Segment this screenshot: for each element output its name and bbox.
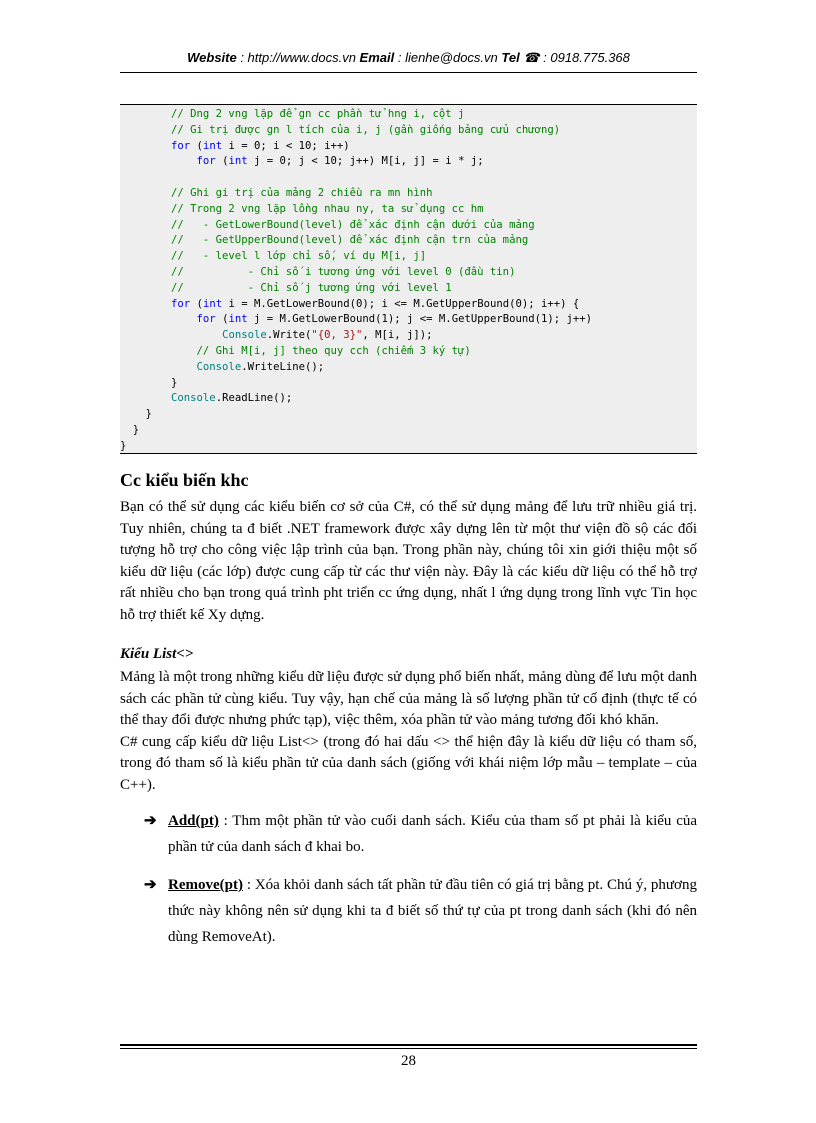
code-line xyxy=(120,107,697,123)
list-section-title: Kiểu List<> xyxy=(120,646,194,662)
list-paragraph-1: Mảng là một trong những kiểu dữ liệu được sử dụng phổ biến nhất, mảng dùng để lưu một danh sách các phần tử cùng kiểu. Tuy vậy, hạn chế của mảng là số lượng phần tử cố định (thực tế có thể thay đổi được nhưng phức tạp), việc thêm, xóa phần tử vào mảng tương đối khó khăn. xyxy=(120,669,697,728)
code-token: for xyxy=(196,313,216,326)
code-block xyxy=(120,104,697,454)
code-token: for xyxy=(171,297,191,310)
code-token xyxy=(120,392,171,404)
code-token: .ReadLine(); xyxy=(215,392,293,405)
bullet-remove xyxy=(120,872,697,950)
code-token: // Ghi M[i, j] theo quy cch (chiếm 3 ký tự) xyxy=(196,344,471,357)
code-token xyxy=(120,250,171,262)
code-line xyxy=(120,154,697,170)
code-token: // - Chỉ số i tương ứng với level 0 (đầu tin) xyxy=(171,265,516,278)
main-content xyxy=(120,470,697,950)
code-token: int xyxy=(202,297,223,310)
code-line xyxy=(120,218,697,234)
website-value: : http://www.docs.vn xyxy=(236,50,360,65)
code-token xyxy=(120,187,171,199)
code-line xyxy=(120,360,697,376)
code-token xyxy=(120,329,222,341)
code-token: // Trong 2 vng lặp lồng nhau ny, ta sử dụng cc hm xyxy=(171,202,484,215)
code-token xyxy=(120,155,197,167)
code-token xyxy=(120,234,171,246)
tel-label: Tel xyxy=(501,50,520,65)
code-token xyxy=(120,108,171,120)
code-line xyxy=(120,312,697,328)
code-token: for xyxy=(171,139,191,152)
code-token: Console xyxy=(222,329,267,342)
header-rule xyxy=(120,72,697,73)
code-token xyxy=(120,313,197,325)
code-token: ( xyxy=(190,139,203,152)
code-line xyxy=(120,407,697,423)
code-token xyxy=(120,361,197,373)
code-token: .WriteLine(); xyxy=(241,360,325,373)
code-token: // Dng 2 vng lặp để gn cc phần tử hng i, cột j xyxy=(171,108,465,120)
code-token xyxy=(120,124,171,136)
phone-icon: ☎ xyxy=(523,50,540,65)
list-paragraph-2: C# cung cấp kiểu dữ liệu List<> (trong đó hai dấu <> thể hiện đây là kiểu dữ liệu có tham số, trong đó tham số là kiểu phần tử của danh sách (giống với khái niệm lớp mẫu – template – của C++). xyxy=(120,733,697,793)
code-line xyxy=(120,186,697,202)
page-header xyxy=(120,50,697,66)
code-token: .Write( xyxy=(266,329,312,342)
code-token xyxy=(120,266,171,278)
code-line xyxy=(120,170,697,186)
code-token: // - Chỉ số j tương ứng với level 1 xyxy=(171,281,452,294)
code-token: } xyxy=(120,423,140,436)
arrow-right-icon: ➔ xyxy=(144,813,157,829)
code-token: // - level l lớp chỉ số, ví dụ M[i, j] xyxy=(171,250,427,263)
email-label: Email xyxy=(359,50,395,65)
code-line xyxy=(120,344,697,360)
code-line xyxy=(120,439,697,454)
code-line xyxy=(120,297,697,313)
code-token: for xyxy=(196,155,216,168)
code-line xyxy=(120,328,697,344)
code-token: } xyxy=(120,439,127,452)
code-token: // - GetLowerBound(level) để xác định cận dưới của mảng xyxy=(171,218,535,231)
code-token: } xyxy=(120,408,152,421)
page-number: 28 xyxy=(401,1053,416,1069)
code-token: , M[i, j]); xyxy=(362,329,433,342)
footer-rule-thin xyxy=(120,1048,697,1049)
code-token: ( xyxy=(215,313,229,326)
bullet-term-add: Add(pt) xyxy=(168,813,219,829)
code-token: Console xyxy=(196,360,242,373)
website-label: Website xyxy=(187,50,237,65)
bullet-text-add: : Thm một phần tử vào cuối danh sách. Kiểu của tham số pt phải là kiểu của phần tử của danh sách đ khai bo. xyxy=(168,813,698,855)
code-token: j = 0; j < 10; j++) M[i, j] = i * j; xyxy=(247,155,484,168)
code-token xyxy=(120,282,171,294)
code-line xyxy=(120,281,697,297)
code-line xyxy=(120,265,697,281)
code-line xyxy=(120,233,697,249)
section-title: Cc kiểu biến khc xyxy=(120,470,249,490)
code-token: ( xyxy=(215,155,229,168)
code-line xyxy=(120,391,697,407)
code-token xyxy=(120,203,171,215)
bullet-add xyxy=(120,808,697,860)
code-token: } xyxy=(120,376,178,389)
code-token: // Gi trị được gn l tích của i, j (gần giống bảng cửu chương) xyxy=(171,123,561,136)
code-token: i = 0; i < 10; i++) xyxy=(222,139,350,152)
code-token: int xyxy=(228,313,248,326)
code-token: "{0, 3}" xyxy=(311,329,363,342)
bullet-text-remove: : Xóa khỏi danh sách tất phần tử đầu tiên có giá trị bằng pt. Chú ý, phương thức này không nên sử dụng khi ta đ biết số thứ tự của pt trong danh sách (khi đó nên dùng RemoveAt). xyxy=(168,877,697,945)
code-line xyxy=(120,423,697,439)
code-token xyxy=(120,298,171,310)
footer-rule xyxy=(120,1044,697,1046)
code-line xyxy=(120,376,697,392)
tel-value: : 0918.775.368 xyxy=(539,50,630,65)
code-token: int xyxy=(228,155,248,168)
code-token xyxy=(120,345,197,357)
code-line xyxy=(120,202,697,218)
code-token: // Ghi gi trị của mảng 2 chiều ra mn hình xyxy=(171,186,433,199)
code-token: // - GetUpperBound(level) để xác định cận trn của mảng xyxy=(171,234,529,247)
code-token xyxy=(120,140,171,152)
code-token: j = M.GetLowerBound(1); j <= M.GetUpperBound(1); j++) xyxy=(247,313,593,326)
code-token: Console xyxy=(171,392,216,405)
bullet-term-remove: Remove(pt) xyxy=(168,877,243,893)
code-token xyxy=(120,219,171,231)
code-token: ( xyxy=(190,297,203,310)
code-line xyxy=(120,123,697,139)
code-token: int xyxy=(202,139,223,152)
code-line xyxy=(120,249,697,265)
code-line xyxy=(120,139,697,155)
section-paragraph: Bạn có thể sử dụng các kiểu biến cơ sở của C#, có thể sử dụng mảng để lưu trữ nhiều giá trị. Tuy nhiên, chúng ta đ biết .NET framework được xây dựng lên từ một thư viện đồ sộ các đối tượng hỗ trợ cho công việc lập trình của bạn. Trong phần này, chúng tôi xin giới thiệu một số kiểu dữ liệu (các lớp) được cung cấp từ các thư viện này. Đây là các kiểu dữ liệu có thể hỗ trợ rất nhiều cho bạn trong quá trình pht triển cc ứng dụng, nhất l ứng dụng trong lĩnh vực Tin học hỗ trợ thiết kế Xy dựng. xyxy=(120,499,697,623)
code-token: i = M.GetLowerBound(0); i <= M.GetUpperBound(0); i++) { xyxy=(222,297,580,310)
arrow-right-icon: ➔ xyxy=(144,877,157,893)
email-value: : lienhe@docs.vn xyxy=(394,50,502,65)
